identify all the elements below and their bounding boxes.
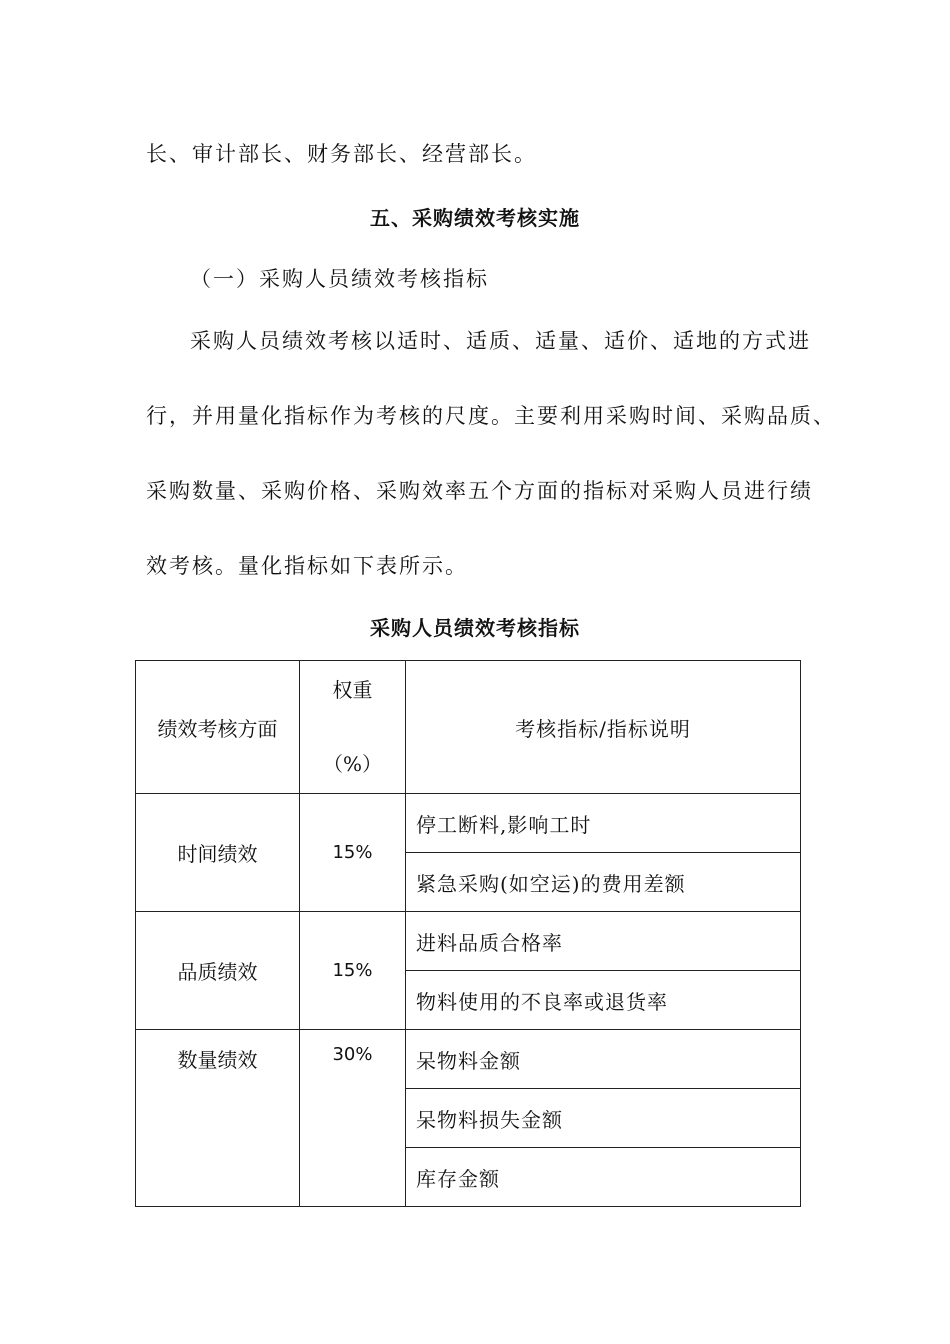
- section-heading: 五、采购绩效考核实施: [370, 206, 580, 230]
- aspect-cell: 品质绩效: [136, 912, 300, 1030]
- continuation-line: 长、审计部长、财务部长、经营部长。: [146, 142, 537, 166]
- indicator-cell: 呆物料金额: [406, 1030, 801, 1089]
- subsection-heading: （一）采购人员绩效考核指标: [190, 267, 489, 291]
- indicator-cell: 呆物料损失金额: [406, 1089, 801, 1148]
- weight-cell: 15%: [300, 912, 406, 1030]
- indicator-cell: 停工断料,影响工时: [406, 794, 801, 853]
- header-weight-label: 权重: [332, 678, 373, 702]
- table-row: [136, 912, 801, 971]
- indicator-table: [135, 660, 801, 1207]
- paragraph-line-1: 采购人员绩效考核以适时、适质、适量、适价、适地的方式进: [190, 329, 811, 353]
- header-aspect: 绩效考核方面: [136, 661, 300, 794]
- header-weight: [300, 661, 406, 794]
- paragraph-line-3: 采购数量、采购价格、采购效率五个方面的指标对采购人员进行绩: [146, 479, 813, 503]
- indicator-cell: 物料使用的不良率或退货率: [406, 971, 801, 1030]
- aspect-cell: 时间绩效: [136, 794, 300, 912]
- indicator-cell: 进料品质合格率: [406, 912, 801, 971]
- paragraph-line-2: 行，并用量化指标作为考核的尺度。主要利用采购时间、采购品质、: [146, 404, 836, 428]
- header-indicator: 考核指标/指标说明: [406, 661, 801, 794]
- indicator-cell: 紧急采购(如空运)的费用差额: [406, 853, 801, 912]
- paragraph-line-4: 效考核。量化指标如下表所示。: [146, 554, 468, 578]
- header-weight-unit: （%）: [322, 752, 382, 776]
- aspect-cell: 数量绩效: [136, 1030, 300, 1207]
- indicator-cell: 库存金额: [406, 1148, 801, 1207]
- table-title: 采购人员绩效考核指标: [370, 616, 580, 640]
- table-header-row: [136, 661, 801, 794]
- table-row: [136, 794, 801, 853]
- table-row: [136, 1030, 801, 1089]
- weight-cell: 15%: [300, 794, 406, 912]
- weight-cell: 30%: [300, 1030, 406, 1207]
